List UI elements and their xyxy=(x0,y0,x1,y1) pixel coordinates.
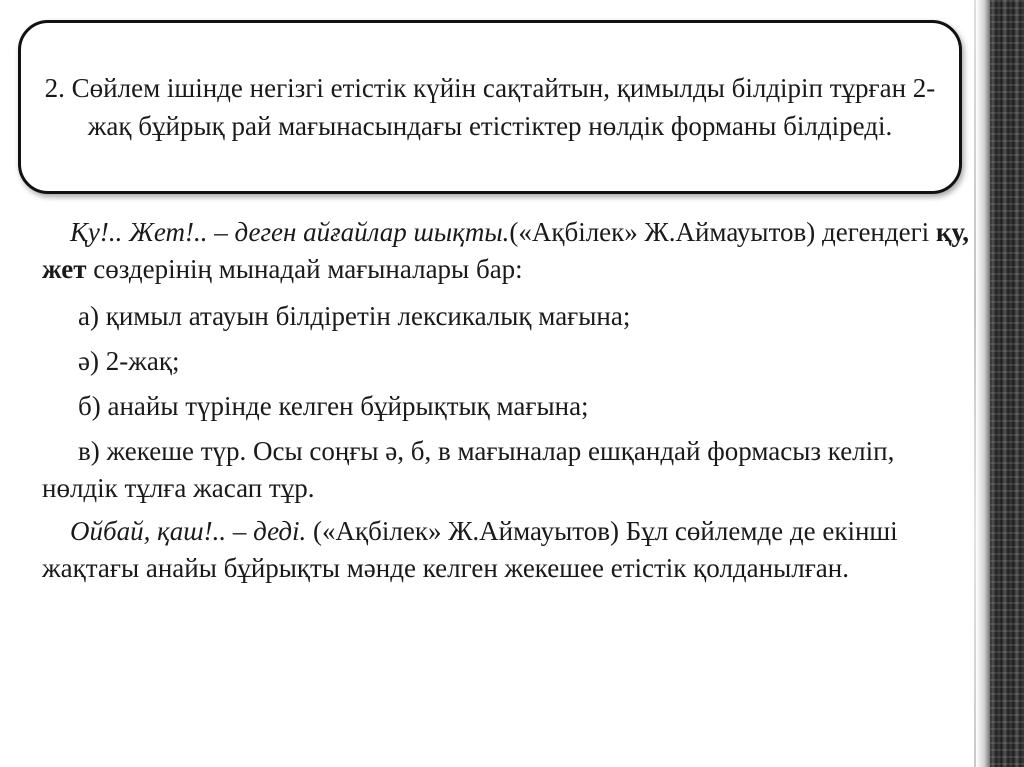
rule-callout-box xyxy=(18,20,962,194)
list-item-ae: ә) 2-жақ; xyxy=(78,346,180,376)
highlighted-words: қу, жет xyxy=(42,217,970,284)
example-paragraph-2 xyxy=(42,513,972,587)
decorative-border-shadow xyxy=(976,0,990,767)
list-item-v: в) жекеше түр. Осы соңғы ә, б, в мағыналар ешқандай формасыз келіп, нөлдік тұлға жасап тұр. xyxy=(42,436,895,503)
rule-callout-text: 2. Сөйлем ішінде негізгі етістік күйін сақтайтын, қимылды білдіріп тұрған 2-жақ бұйрық рай мағынасындағы етістіктер нөлдік форманы білдіреді. xyxy=(44,73,936,141)
paragraph-1-text-b: сөздерінің мынадай мағыналары бар: xyxy=(86,254,523,284)
example-sentence-2: Ойбай, қаш!.. – деді. xyxy=(70,516,307,546)
decorative-scratched-border xyxy=(990,0,1024,767)
example-paragraph-1 xyxy=(42,214,972,288)
example-sentence-1: Қу!.. Жет!.. – деген айғайлар шықты. xyxy=(70,217,510,247)
list-item-a: а) қимыл атауын білдіретін лексикалық мағына; xyxy=(78,301,631,331)
paragraph-2-text: («Ақбілек» Ж.Аймауытов) Бұл сөйлемде де екінші жақтағы анайы бұйрықты мәнде келген жекешее етістік қолданылған. xyxy=(42,516,898,583)
paragraph-1-text-a: («Ақбілек» Ж.Аймауытов) дегендегі xyxy=(509,217,936,247)
list-item-b: б) анайы түрінде келген бұйрықтық мағына; xyxy=(78,391,589,421)
explanation-body xyxy=(42,214,972,587)
